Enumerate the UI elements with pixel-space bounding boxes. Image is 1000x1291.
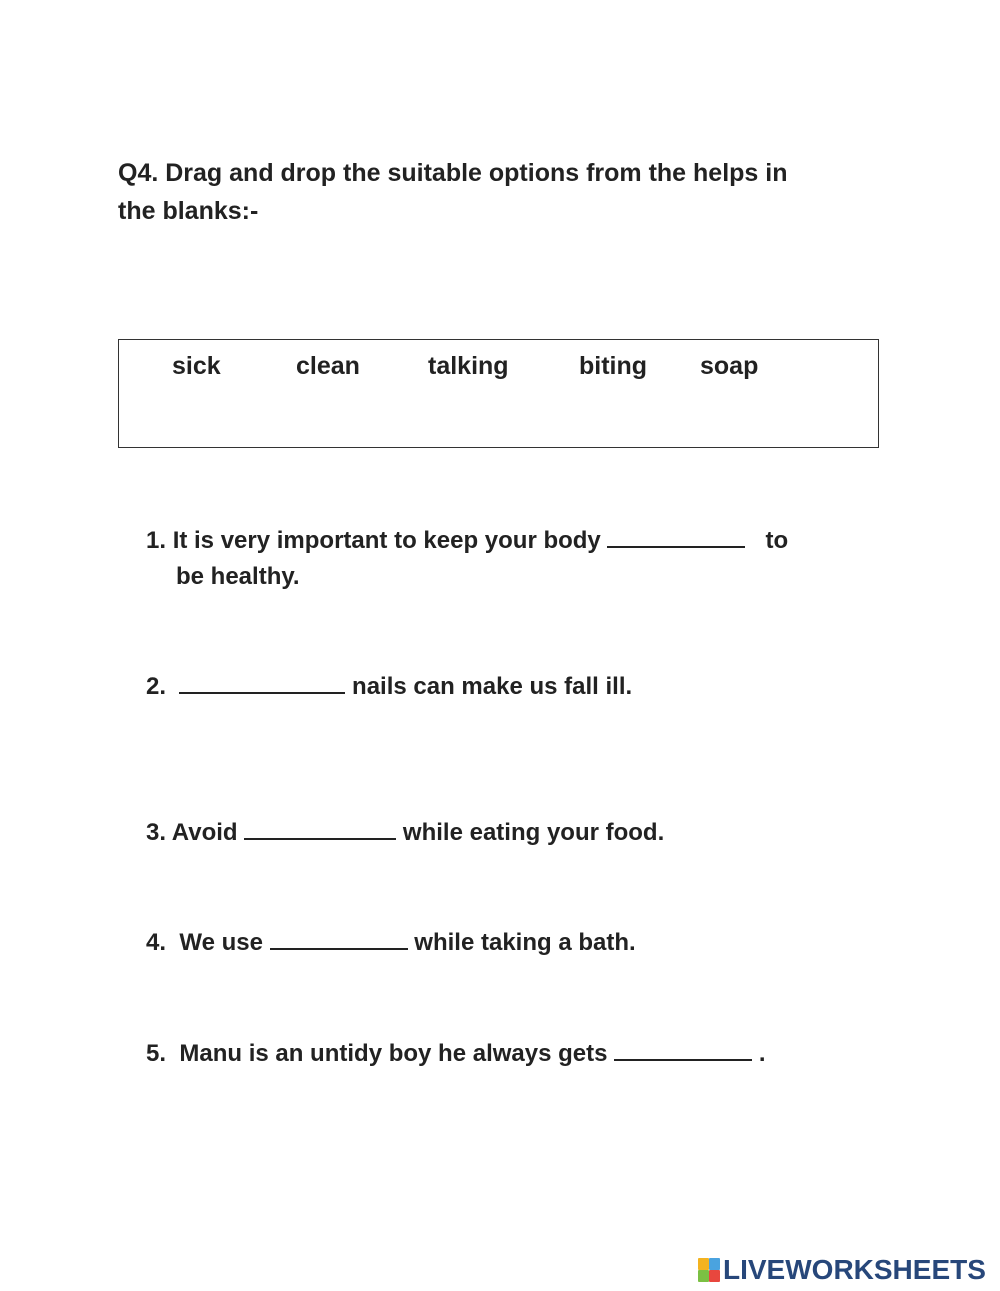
sentence-text-before: Manu is an untidy boy he always gets — [179, 1040, 608, 1067]
sentence-text-after: nails can make us fall ill. — [352, 673, 633, 700]
logo-block-icon — [698, 1270, 709, 1282]
blank-5[interactable] — [614, 1037, 752, 1061]
sentence-number: 3. — [146, 819, 167, 846]
logo-blocks-icon — [698, 1258, 720, 1282]
sentence-number: 2. — [146, 673, 167, 700]
sentence-number: 1. — [146, 527, 167, 554]
sentence-text-before: We use — [179, 929, 263, 956]
word-option-talking[interactable]: talking — [428, 352, 509, 380]
sentence-1 — [146, 523, 876, 595]
sentence-text-after: while taking a bath. — [414, 929, 636, 956]
liveworksheets-logo — [698, 1254, 986, 1286]
sentence-text-before: Avoid — [171, 819, 238, 846]
blank-2[interactable] — [179, 670, 345, 694]
blank-4[interactable] — [270, 926, 408, 950]
sentence-continuation: be healthy. — [176, 563, 300, 590]
sentence-number: 4. — [146, 929, 167, 956]
sentence-2 — [146, 669, 632, 705]
word-option-sick[interactable]: sick — [172, 352, 221, 380]
word-bank — [118, 339, 879, 448]
sentence-text-after: while eating your food. — [402, 819, 665, 846]
question-title — [118, 154, 888, 230]
sentence-3 — [146, 815, 664, 851]
word-option-soap[interactable]: soap — [700, 352, 759, 380]
blank-1[interactable] — [607, 524, 745, 548]
logo-block-icon — [698, 1258, 709, 1270]
question-line-1: Q4. Drag and drop the suitable options from the helps in — [118, 159, 788, 187]
word-option-biting[interactable]: biting — [579, 352, 648, 380]
logo-block-icon — [709, 1270, 720, 1282]
logo-block-icon — [709, 1258, 720, 1270]
sentence-5 — [146, 1036, 765, 1072]
sentence-4 — [146, 925, 636, 961]
logo-text: LIVEWORKSHEETS — [723, 1254, 986, 1285]
blank-3[interactable] — [244, 816, 396, 840]
question-line-2: the blanks:- — [118, 197, 259, 225]
sentence-text-after: to — [765, 527, 789, 554]
sentence-text-before: It is very important to keep your body — [172, 527, 601, 554]
sentence-text-after: . — [758, 1040, 766, 1067]
sentence-number: 5. — [146, 1040, 167, 1067]
word-option-clean[interactable]: clean — [296, 352, 360, 380]
